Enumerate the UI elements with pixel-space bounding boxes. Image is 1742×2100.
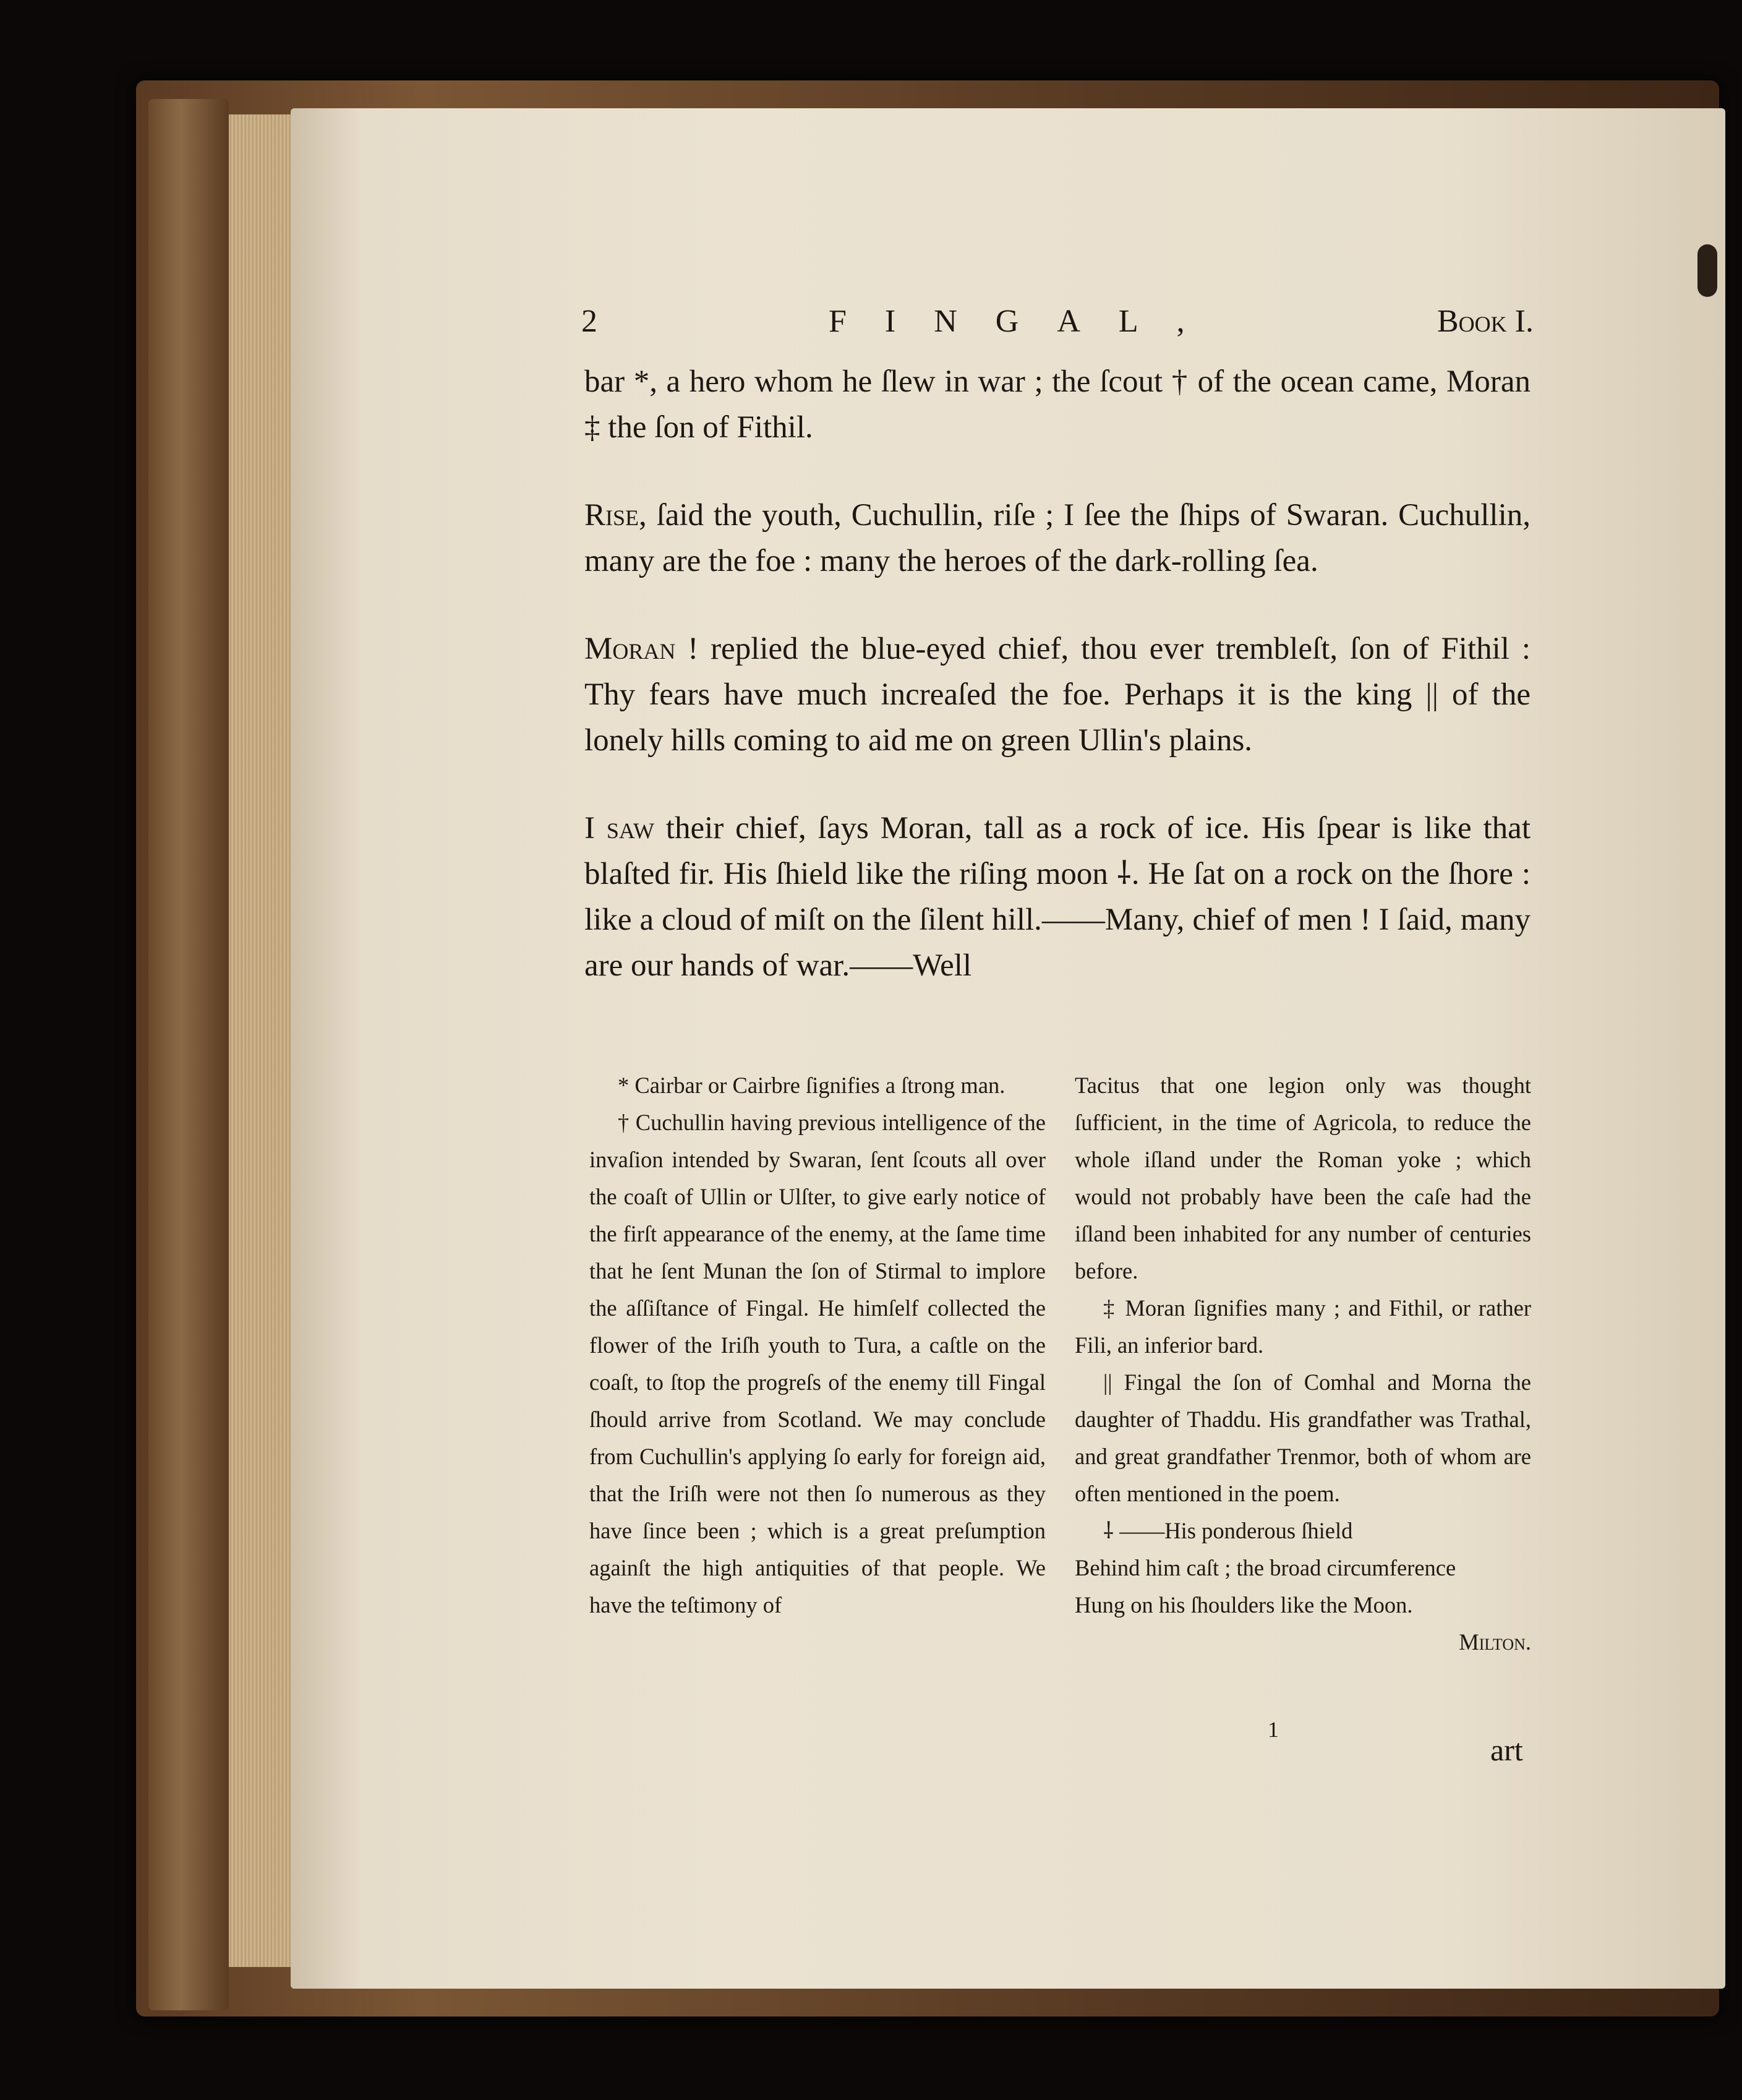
book-spine — [148, 99, 229, 2010]
page-number: 2 — [581, 304, 597, 339]
footnote-column-right — [1075, 1067, 1531, 1661]
book-label: Book I. — [1437, 304, 1534, 339]
paragraph-1: bar *, a hero whom he ſlew in war ; the ſcout † of the ocean came, Moran ‡ the ſon of Fithil. — [584, 364, 1531, 445]
page-header — [581, 303, 1534, 340]
paragraph-4 — [584, 805, 1531, 988]
main-text — [584, 359, 1531, 988]
footnote-fingal: || Fingal the ſon of Comhal and Morna the daughter of Thaddu. His grandfather was Trathal, and great grandfather Trenmor, both of whom are often mentioned in the poem. — [1075, 1369, 1531, 1506]
paragraph-2-lead: Rise, — [584, 498, 647, 533]
page-edges — [229, 114, 300, 1967]
footnote-column-left — [589, 1067, 1046, 1624]
catchword: art — [1490, 1733, 1523, 1767]
verse-line-3: Hung on his ſhoulders like the Moon. — [1075, 1592, 1413, 1618]
paragraph-3 — [584, 626, 1531, 763]
bookmark-tab — [1697, 244, 1717, 297]
verse-attribution: Milton. — [1459, 1629, 1531, 1655]
paragraph-4-lead: I saw — [584, 811, 654, 846]
verse-line-1: ⸸ ——His ponderous ſhield — [1103, 1518, 1353, 1543]
paragraph-2-text: ſaid the youth, Cuchullin, riſe ; I ſee the ſhips of Swaran. Cuchullin, many are the foe : many the heroes of the dark-rolling ſea. — [584, 498, 1531, 578]
signature-mark: 1 — [1268, 1717, 1279, 1742]
paragraph-3-text: ! replied the blue-eyed chief, thou ever trembleſt, ſon of Fithil : Thy fears have much increaſed the foe. Perhaps it is the king || of the lonely hills coming to aid me on green Ullin's plains. — [584, 632, 1531, 758]
footnote-continuation: Tacitus that one legion only was thought ſufficient, in the time of Agricola, to reduce the whole iſland under the Roman yoke ; which would not probably have been the caſe had the iſland been inhabited for any number of centuries before. — [1075, 1073, 1531, 1284]
paragraph-3-lead: Moran — [584, 632, 676, 666]
footnote-cuchullin: † Cuchullin having previous intelligence of the invaſion intended by Swaran, ſent ſcouts all over the coaſt of Ullin or Ulſter, to give early notice of the firſt appearance of the enemy, at the ſame time that he ſent Munan the ſon of Stirmal to implore the aſſiſtance of Fingal. He himſelf collected the flower of the Iriſh youth to Tura, a caſtle on the coaſt, to ſtop the progreſs of the enemy till Fingal ſhould arrive from Scotland. We may conclude from Cuchullin's applying ſo early for foreign aid, that the Iriſh were not then ſo numerous as they have ſince been ; which is a great preſumption againſt the high antiquities of that people. We have the teſtimony of — [589, 1110, 1046, 1618]
verse-line-2: Behind him caſt ; the broad circumference — [1075, 1555, 1456, 1580]
footnote-moran: ‡ Moran ſignifies many ; and Fithil, or rather Fili, an inferior bard. — [1075, 1295, 1531, 1358]
footnote-cairbar: * Cairbar or Cairbre ſignifies a ſtrong man. — [618, 1073, 1005, 1098]
paragraph-2 — [584, 492, 1531, 584]
paragraph-4-text: their chief, ſays Moran, tall as a rock of ice. His ſpear is like that blaſted fir. His ſhield like the riſing moon ⸸. He ſat on a rock on the ſhore : like a cloud of miſt on the ſilent hill.——Many, chief of men ! I ſaid, many are our hands of war.——Well — [584, 811, 1531, 983]
running-title: FINGAL, — [829, 304, 1223, 339]
